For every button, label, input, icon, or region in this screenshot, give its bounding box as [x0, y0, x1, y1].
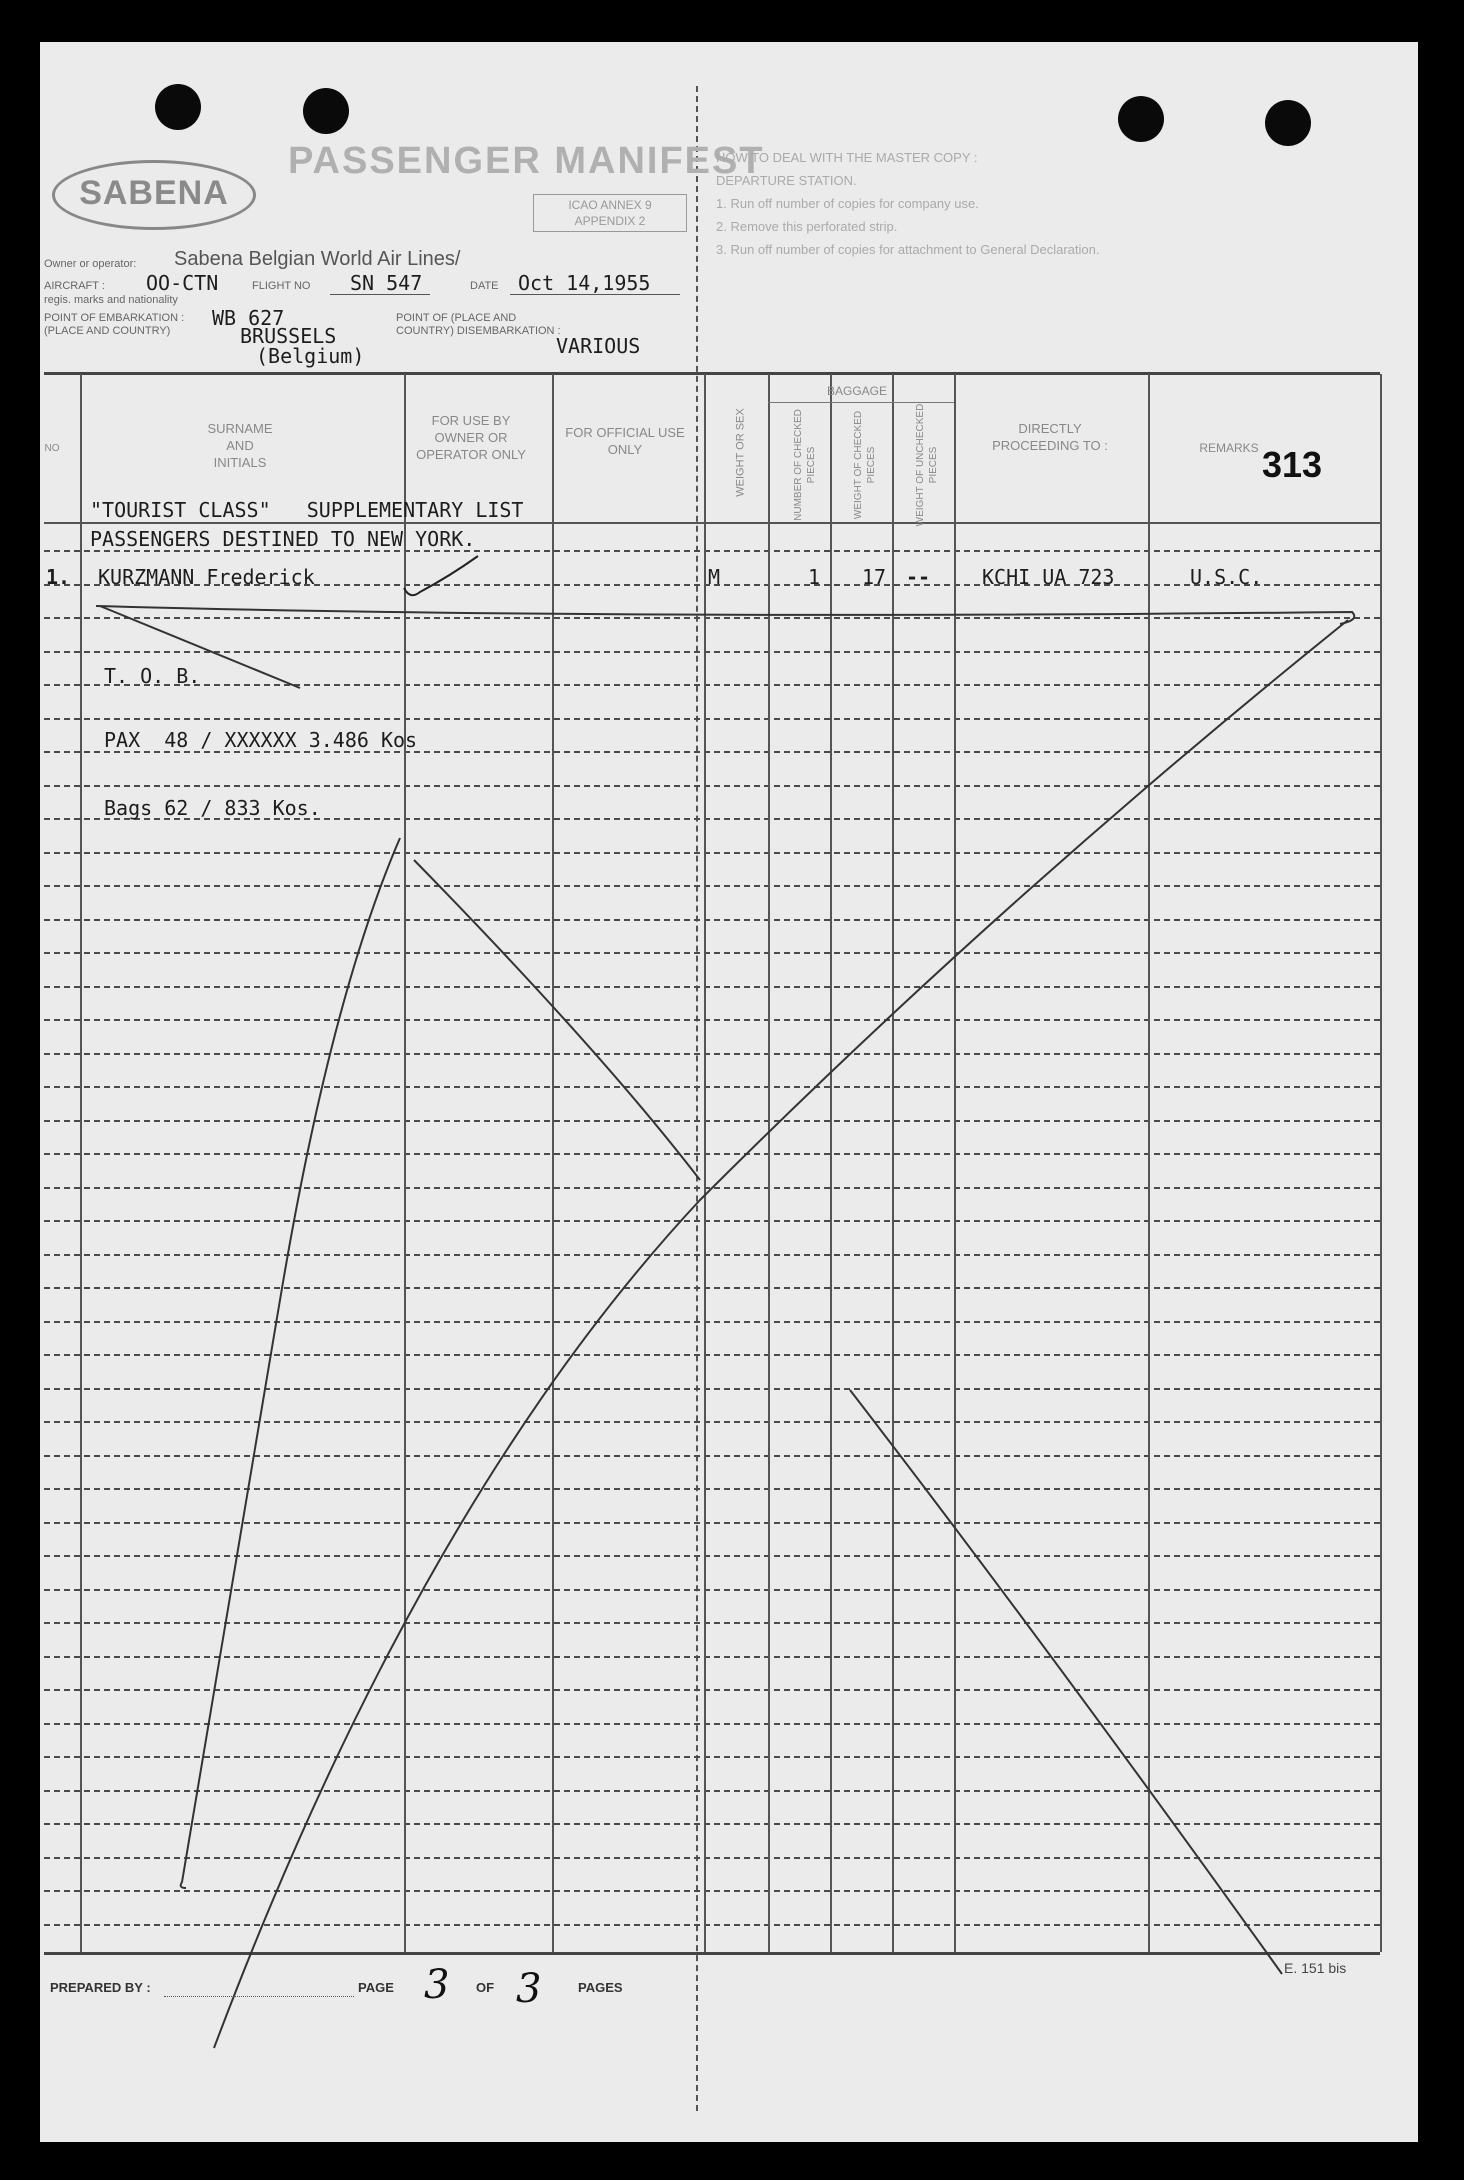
owner-value: Sabena Belgian World Air Lines/ [174, 248, 461, 270]
of-label: OF [476, 1980, 495, 1995]
col-proceeding-header: DIRECTLY PROCEEDING TO : [992, 421, 1108, 453]
embarkation-note: WB 627 [212, 306, 285, 330]
passenger-checked-pieces: 1 [808, 565, 821, 589]
strike-through-line [96, 606, 1354, 624]
note-bags: Bags 62 / 833 Kos. [104, 796, 321, 820]
pages-label: PAGES [578, 1980, 623, 1995]
flight-value: SN 547 [350, 271, 423, 295]
passenger-remarks: U.S.C. [1190, 565, 1263, 589]
col-checked-weight-header: WEIGHT OF CHECKED PIECES [853, 410, 877, 520]
cross-out-stroke [181, 838, 400, 1888]
icao-line: ICAO ANNEX 9 [568, 198, 652, 212]
owner-label: Owner or operator: [44, 258, 137, 270]
form-code: E. 151 bis [1284, 1960, 1347, 1976]
checkmark-stroke [404, 556, 478, 595]
passenger-checked-weight: 17 [862, 565, 887, 589]
cross-out-stroke [214, 620, 1348, 2048]
page-label: PAGE [358, 1980, 394, 1995]
embarkation-country: (Belgium) [256, 344, 365, 368]
of-value: 3 [516, 1966, 542, 2012]
note-tob: T. O. B. [104, 664, 201, 688]
instruction-line: 3. Run off number of copies for attachment to General Declaration. [716, 242, 1100, 257]
note-pax: PAX 48 / XXXXXX 3.486 Kos [104, 728, 418, 752]
aircraft-sublabel: regis. marks and nationality [44, 294, 178, 306]
passenger-proceeding: KCHI UA 723 [982, 565, 1115, 589]
page-sequence-number: 313 [1262, 444, 1323, 485]
instruction-line: 1. Run off number of copies for company use. [716, 196, 979, 211]
passenger-unchecked-weight: -- [906, 565, 931, 589]
aircraft-value: OO-CTN [146, 271, 219, 295]
embarkation-value: BRUSSELS [240, 324, 337, 348]
flight-label: FLIGHT NO [252, 280, 311, 292]
page-value: 3 [424, 1962, 450, 2008]
embarkation-label: POINT OF EMBARKATION : (PLACE AND COUNTRY) [44, 312, 185, 337]
col-owner-use-header: FOR USE BY OWNER OR OPERATOR ONLY [416, 413, 526, 462]
date-label: DATE [470, 280, 499, 292]
instruction-line: 2. Remove this perforated strip. [716, 219, 898, 234]
col-weight-sex-header: WEIGHT OR SEX [734, 408, 747, 497]
date-value: Oct 14,1955 [518, 271, 651, 295]
strike-through-line [100, 606, 300, 688]
sabena-logo: SABENA [52, 160, 256, 230]
passenger-sex: M [708, 565, 721, 589]
prepared-by-line [164, 1996, 354, 1997]
col-no-header: NO [44, 443, 60, 454]
prepared-by-label: PREPARED BY : [50, 1980, 151, 1995]
col-checked-pieces-header: NUMBER OF CHECKED PIECES [793, 409, 817, 521]
instruction-line: DEPARTURE STATION. [716, 173, 857, 188]
col-official-use-header: FOR OFFICIAL USE ONLY [565, 425, 685, 457]
col-baggage-header: BAGGAGE [826, 384, 888, 398]
passenger-no: 1. [46, 565, 71, 589]
col-unchecked-weight-header: WEIGHT OF UNCHECKED PIECES [915, 403, 939, 527]
instruction-line: HOW TO DEAL WITH THE MASTER COPY : [716, 150, 978, 165]
passenger-name: KURZMANN Frederick [98, 565, 315, 589]
icao-line: APPENDIX 2 [574, 214, 646, 228]
cross-out-stroke [414, 860, 1282, 1974]
col-surname-header: SURNAME AND INITIALS [207, 421, 273, 470]
list-title: "TOURIST CLASS" SUPPLEMENTARY LIST [90, 498, 524, 522]
col-remarks-header: REMARKS [1199, 441, 1259, 455]
aircraft-label: AIRCRAFT : [44, 280, 105, 292]
disembarkation-label: POINT OF (PLACE AND COUNTRY) DISEMBARKATION : [396, 312, 561, 337]
list-subtitle: PASSENGERS DESTINED TO NEW YORK. [90, 527, 476, 551]
disembarkation-value: VARIOUS [556, 334, 641, 358]
document-title: PASSENGER MANIFEST [288, 140, 765, 182]
